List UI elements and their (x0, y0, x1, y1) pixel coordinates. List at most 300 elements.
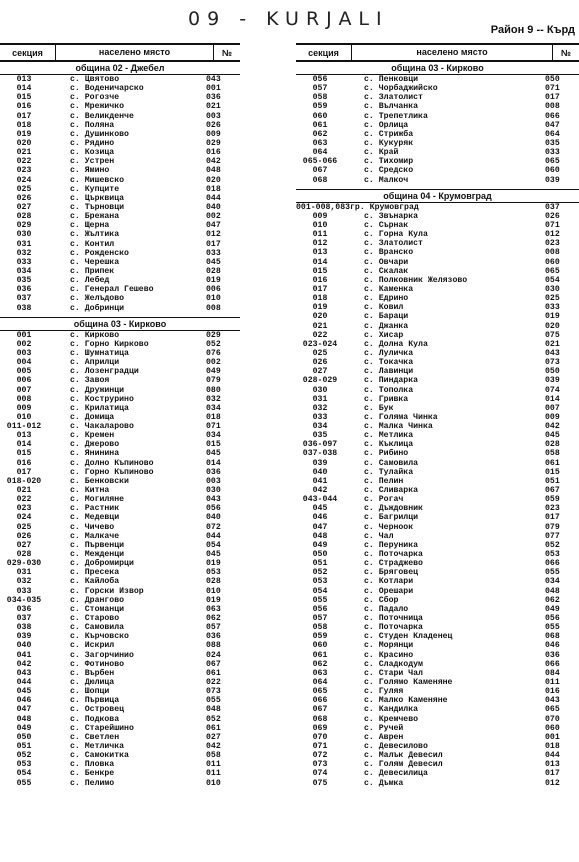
table-row (296, 559, 579, 568)
place-name: с. Първенци (70, 540, 125, 550)
table-row (0, 148, 240, 157)
place-number: 044 (206, 531, 221, 541)
table-row (296, 550, 579, 559)
table-row (0, 669, 240, 678)
place-number: 015 (206, 440, 221, 450)
place-number: 056 (206, 504, 221, 514)
section-code: 027 (16, 540, 32, 550)
place-name: с. Чорбаджийско (364, 84, 438, 94)
section-code: 008 (16, 394, 32, 404)
section-code: 073 (312, 760, 328, 770)
table-row (0, 440, 240, 449)
place-name: с. Голям Девесил (364, 760, 443, 770)
place-number: 002 (206, 358, 221, 368)
section-code: 071 (312, 741, 328, 751)
section-code: 050 (312, 550, 328, 560)
section-code: 006 (16, 376, 32, 386)
section-code: 015 (312, 266, 328, 276)
place-number: 045 (206, 550, 221, 560)
place-number: 055 (206, 696, 221, 706)
place-number: 045 (206, 449, 221, 459)
region-label: Район 9 -- Кърд (490, 24, 575, 36)
table-row (296, 203, 579, 212)
table-row (296, 660, 579, 669)
section-code: 013 (312, 248, 328, 258)
section-code: 001-008,083 (296, 202, 351, 212)
place-number: 046 (545, 641, 560, 651)
section-code: 024 (16, 175, 32, 185)
place-number: 066 (545, 111, 560, 121)
section-code: 041 (312, 476, 328, 486)
place-name: с. Брежана (70, 212, 120, 222)
place-name: с. Поляна (70, 120, 115, 130)
table-row (296, 696, 579, 705)
left-column (0, 43, 240, 788)
place-number: 079 (206, 376, 221, 386)
table-row (0, 112, 240, 121)
section-code: 019 (312, 303, 328, 313)
place-number: 073 (206, 687, 221, 697)
table-row (296, 157, 579, 166)
place-name: с. Мрежичко (70, 102, 125, 112)
place-number: 077 (545, 531, 560, 541)
section-code: 015 (16, 93, 32, 103)
table-row (296, 769, 579, 778)
place-name: с. Шопци (70, 687, 110, 697)
place-number: 048 (206, 166, 221, 176)
table-row (0, 632, 240, 641)
place-number: 032 (206, 394, 221, 404)
section-code: 065 (312, 687, 328, 697)
place-name: с. Бенковски (70, 476, 129, 486)
place-number: 074 (545, 385, 560, 395)
table-row (296, 166, 579, 175)
place-name: с. Устрен (70, 157, 115, 167)
place-name: с. Рогозче (70, 93, 120, 103)
section-code: 044 (16, 678, 32, 687)
place-name: с. Кострурино (70, 394, 134, 404)
section-code: 075 (312, 778, 328, 788)
table-row (0, 240, 240, 249)
section-code: 031 (16, 239, 32, 249)
table-row (296, 568, 579, 577)
section-code: 055 (312, 595, 328, 605)
table-row (296, 477, 579, 486)
table-row (0, 176, 240, 185)
place-number: 027 (206, 732, 221, 742)
section-code: 048 (312, 531, 328, 541)
table-row (296, 130, 579, 139)
place-name: с. Рибино (364, 449, 409, 459)
table-row (0, 687, 240, 696)
table-row (0, 678, 240, 687)
table-row (296, 468, 579, 477)
place-name: с. Метлика (364, 431, 414, 441)
place-name: с. Поточарка (364, 623, 423, 633)
place-name: с. Звънарка (364, 211, 419, 221)
place-name: с. Върбен (70, 668, 115, 678)
place-number: 049 (545, 604, 560, 614)
place-number: 052 (206, 339, 221, 349)
section-code: 030 (16, 230, 32, 240)
section-code: 023 (16, 166, 32, 176)
table-row (0, 559, 240, 568)
table-row (296, 623, 579, 632)
table-row (0, 194, 240, 203)
section-code: 009 (16, 403, 32, 413)
place-number: 017 (545, 93, 560, 103)
place-name: с. Дружинци (70, 385, 125, 395)
place-name: с. Котлари (364, 577, 414, 587)
table-row (0, 249, 240, 258)
section-code: 016 (312, 275, 328, 285)
place-name: с. Джанка (364, 321, 409, 331)
place-number: 026 (545, 211, 560, 221)
place-number: 003 (206, 476, 221, 486)
place-number: 058 (206, 751, 221, 761)
table-header (296, 43, 579, 62)
place-name: с. Пловка (70, 760, 115, 770)
section-code: 058 (312, 93, 328, 103)
group-header: община 02 - Джебел (0, 62, 240, 75)
place-name: с. Църквица (70, 193, 125, 203)
section-code: 057 (312, 84, 328, 94)
table-row (0, 623, 240, 632)
section-code: 018 (16, 120, 32, 130)
place-number: 023 (545, 239, 560, 249)
place-name: с. Пелимо (70, 778, 115, 788)
place-name: с. Морянци (364, 641, 414, 651)
place-number: 058 (545, 449, 560, 459)
place-number: 013 (545, 760, 560, 770)
section-code: 032 (312, 403, 328, 413)
place-name: с. Дюлица (70, 678, 115, 687)
section-code: 009 (312, 211, 328, 221)
table-row (0, 459, 240, 468)
section-code: 020 (16, 138, 32, 148)
section-code: 067 (312, 166, 328, 176)
place-number: 035 (545, 138, 560, 148)
place-number: 042 (206, 157, 221, 167)
place-number: 010 (206, 778, 221, 788)
table-row (296, 614, 579, 623)
place-name: с. Гривка (364, 394, 409, 404)
section-code: 052 (16, 751, 32, 761)
place-name: с. Първица (70, 696, 120, 706)
place-name: с. Средско (364, 166, 414, 176)
table-row (296, 733, 579, 742)
place-name: с. Каменка (364, 284, 414, 294)
place-number: 061 (206, 723, 221, 733)
place-name: с. Луличка (364, 348, 414, 358)
table-row (296, 459, 579, 468)
place-name: с. Стрижба (364, 129, 414, 139)
section-code: 061 (312, 650, 328, 660)
place-name: с. Девесилово (364, 741, 428, 751)
section-code: 017 (16, 111, 32, 121)
place-number: 065 (545, 705, 560, 715)
table-row (296, 239, 579, 248)
table-row (296, 513, 579, 522)
place-number: 053 (545, 550, 560, 560)
place-name: с. Пиндарка (364, 376, 419, 386)
table-row (0, 449, 240, 458)
section-code: 025 (16, 184, 32, 194)
table-row (0, 157, 240, 166)
place-name: с. Тополка (364, 385, 414, 395)
place-number: 044 (545, 751, 560, 761)
left-table-body (0, 62, 240, 788)
place-number: 021 (206, 102, 221, 112)
place-name: с. Перуника (364, 540, 419, 550)
section-code: 036 (16, 604, 32, 614)
table-row (296, 358, 579, 367)
place-number: 052 (206, 714, 221, 724)
place-name: с. Кирково (70, 330, 120, 340)
section-code: 039 (16, 632, 32, 642)
place-number: 034 (545, 577, 560, 587)
section-code: 005 (16, 367, 32, 377)
section-code: 032 (16, 248, 32, 258)
table-row (0, 733, 240, 742)
place-name: с. Поточарка (364, 550, 423, 560)
table-row (0, 760, 240, 769)
place-name: с. Ковил (364, 303, 404, 313)
place-number: 018 (206, 412, 221, 422)
place-number: 017 (545, 769, 560, 779)
place-number: 019 (206, 276, 221, 286)
place-name: с. Априлци (70, 358, 120, 368)
place-name: с. Горски Извор (70, 586, 144, 596)
place-number: 028 (545, 440, 560, 450)
table-row (0, 102, 240, 111)
place-name: с. Джерово (70, 440, 120, 450)
section-code: 034-035 (6, 595, 42, 605)
place-name: с. Душинково (70, 129, 129, 139)
section-code: 054 (312, 586, 328, 596)
section-code: 030 (312, 385, 328, 395)
place-number: 056 (545, 614, 560, 624)
place-number: 071 (545, 84, 560, 94)
table-row (296, 422, 579, 431)
place-name: с. Багрилци (364, 513, 419, 523)
table-row (0, 660, 240, 669)
place-number: 065 (545, 157, 560, 167)
place-name: с. Крилатица (70, 403, 129, 413)
section-code: 043 (16, 668, 32, 678)
table-row (0, 367, 240, 376)
section-code: 046 (16, 696, 32, 706)
section-code: 010 (16, 412, 32, 422)
place-number: 017 (206, 239, 221, 249)
handwritten-title: 09 - KURJALI (188, 8, 389, 30)
place-name: с. Чичево (70, 522, 115, 532)
place-name: с. Купците (70, 184, 120, 194)
place-number: 080 (206, 385, 221, 395)
table-row (296, 431, 579, 440)
place-number: 014 (206, 458, 221, 468)
place-name: с. Долна Кула (364, 339, 428, 349)
place-name: с. Долно Къпиново (70, 458, 154, 468)
place-number: 043 (545, 696, 560, 706)
section-code: 060 (312, 641, 328, 651)
section-code: 003 (16, 348, 32, 358)
table-row (0, 276, 240, 285)
table-row (296, 605, 579, 614)
table-row (296, 121, 579, 130)
place-number: 009 (206, 129, 221, 139)
place-name: с. Шумнатица (70, 348, 129, 358)
place-number: 079 (545, 522, 560, 532)
table-row (0, 395, 240, 404)
section-code: 007 (16, 385, 32, 395)
section-code: 061 (312, 120, 328, 130)
section-code: 069 (312, 723, 328, 733)
table-row (296, 715, 579, 724)
table-row (296, 176, 579, 185)
section-code: 049 (312, 540, 328, 550)
table-row (296, 532, 579, 541)
place-number: 028 (206, 266, 221, 276)
section-code: 035 (312, 431, 328, 441)
section-code: 042 (16, 659, 32, 669)
section-code: 068 (312, 175, 328, 185)
group-header: община 03 - Кирково (0, 318, 240, 331)
section-code: 026 (312, 358, 328, 368)
place-name: с. Пресека (70, 568, 120, 578)
table-row (0, 230, 240, 239)
place-number: 020 (206, 175, 221, 185)
place-number: 061 (206, 668, 221, 678)
place-number: 066 (545, 559, 560, 569)
place-name: с. Дъмка (364, 778, 404, 788)
table-row (0, 696, 240, 705)
place-number: 039 (545, 175, 560, 185)
table-row (296, 331, 579, 340)
section-code: 021 (16, 486, 32, 496)
section-code: 033 (16, 586, 32, 596)
table-row (0, 587, 240, 596)
place-name: с. Стари Чал (364, 668, 423, 678)
section-code: 019 (16, 129, 32, 139)
place-number: 028 (206, 577, 221, 587)
place-name: с. Старейшино (70, 723, 134, 733)
place-name: с. Домища (70, 412, 115, 422)
table-row (296, 276, 579, 285)
table-row (296, 678, 579, 687)
place-name: с. Растник (70, 504, 120, 514)
place-name: с. Лавинци (364, 367, 414, 377)
place-name: с. Красино (364, 650, 414, 660)
place-name: гр. Крумовград (350, 202, 419, 212)
place-number: 001 (545, 732, 560, 742)
section-code: 010 (312, 220, 328, 230)
place-number: 022 (206, 678, 221, 687)
place-number: 011 (206, 760, 221, 770)
section-code: 052 (312, 568, 328, 578)
place-name: с. Островец (70, 705, 125, 715)
table-row (0, 541, 240, 550)
place-name: с. Добринци (70, 303, 125, 313)
place-number: 039 (545, 376, 560, 386)
table-row (0, 139, 240, 148)
section-code: 065-066 (302, 157, 338, 167)
section-code: 021 (312, 321, 328, 331)
place-name: с. Девесилица (364, 769, 428, 779)
place-name: с. Припек (70, 266, 115, 276)
place-number: 071 (206, 422, 221, 432)
place-name: с. Кремчево (364, 714, 419, 724)
section-code: 045 (312, 504, 328, 514)
table-row (296, 112, 579, 121)
place-name: с. Хисар (364, 330, 404, 340)
section-code: 011-012 (6, 422, 42, 432)
place-name: с. Златолист (364, 239, 423, 249)
section-code: 057 (312, 614, 328, 624)
place-name: с. Мишевско (70, 175, 125, 185)
table-row (0, 203, 240, 212)
place-number: 016 (545, 687, 560, 697)
table-row (0, 422, 240, 431)
table-row (0, 386, 240, 395)
table-row (0, 577, 240, 586)
place-name: с. Вранско (364, 248, 414, 258)
table-row (296, 541, 579, 550)
place-number: 012 (545, 778, 560, 788)
place-number: 049 (206, 367, 221, 377)
table-row (296, 322, 579, 331)
place-name: с. Сливарка (364, 486, 419, 496)
table-row (296, 440, 579, 449)
section-code: 033 (16, 257, 32, 267)
section-code: 036 (16, 285, 32, 295)
table-row (0, 75, 240, 84)
table-row (0, 93, 240, 102)
place-name: с. Голямо Каменяне (364, 678, 453, 687)
right-column (296, 43, 579, 788)
section-code: 028 (16, 212, 32, 222)
section-code: 067 (312, 705, 328, 715)
place-number: 060 (545, 166, 560, 176)
place-name: с. Козица (70, 148, 115, 158)
place-number: 054 (545, 275, 560, 285)
section-code: 040 (16, 641, 32, 651)
section-code: 058 (312, 623, 328, 633)
section-code: 021 (16, 148, 32, 158)
place-number: 025 (545, 294, 560, 304)
place-name: с. Гуляя (364, 687, 404, 697)
place-number: 010 (206, 294, 221, 304)
place-number: 037 (545, 202, 560, 212)
section-code: 014 (312, 257, 328, 267)
place-name: с. Малкоч (364, 175, 409, 185)
section-code: 017 (16, 467, 32, 477)
table-row (296, 230, 579, 239)
header-number: № (221, 47, 233, 58)
place-name: с. Малка Чинка (364, 422, 433, 432)
section-code: 016 (16, 458, 32, 468)
table-row (296, 285, 579, 294)
table-row (0, 331, 240, 340)
section-code: 017 (312, 284, 328, 294)
section-code: 049 (16, 723, 32, 733)
header-section: секция (308, 47, 339, 58)
place-number: 034 (206, 431, 221, 441)
section-code: 018 (312, 294, 328, 304)
place-name: с. Стоманци (70, 604, 125, 614)
section-code: 029 (16, 221, 32, 231)
place-name: с. Рогач (364, 495, 404, 505)
